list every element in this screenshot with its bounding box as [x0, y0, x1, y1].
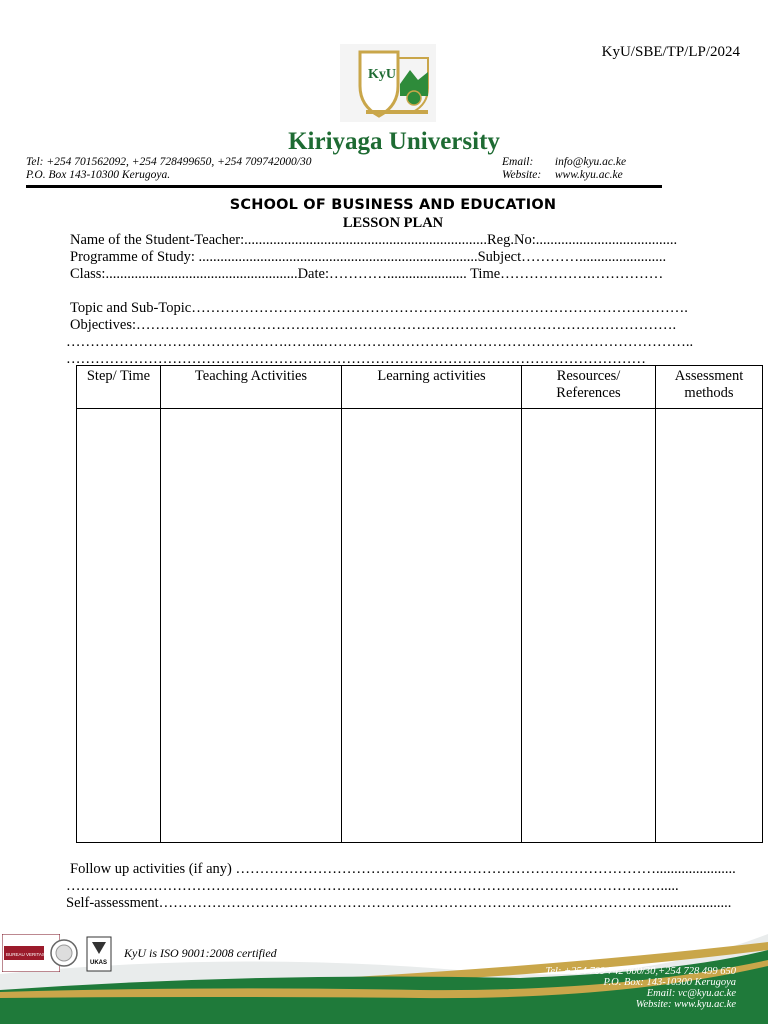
iso-certification-text: KyU is ISO 9001:2008 certified — [124, 946, 277, 960]
follow-up-line-2[interactable]: ……………………………………………………………………………………………………………..... — [66, 878, 679, 894]
cert-label: BUREAU VERITAS — [6, 952, 45, 957]
name-regno-field[interactable]: Name of the Student-Teacher:...................................................................Reg.No:....................................... — [70, 232, 678, 248]
email-label: Email: — [502, 156, 534, 168]
contact-phone: Tel: +254 701562092, +254 728499650, +254 709742000/30 — [26, 156, 312, 168]
objectives-field[interactable]: Objectives:…………………………………………………………………………………………………. — [70, 317, 677, 333]
table-header-row — [77, 366, 763, 409]
contact-left — [26, 156, 311, 182]
cell-resources[interactable] — [522, 409, 656, 843]
footer-address: P.O. Box: 143-10300 Kerugoya — [603, 977, 736, 988]
cell-teaching-activities[interactable] — [161, 409, 342, 843]
contact-address: P.O. Box 143-10300 Kerugoya. — [26, 169, 171, 181]
topic-field[interactable]: Topic and Sub-Topic…………………………………………………………………………………………. — [70, 300, 688, 316]
footer-email: Email: vc@kyu.ac.ke — [646, 988, 736, 999]
ukas-label: UKAS — [90, 960, 108, 966]
objectives-line-3[interactable]: ………………………………………………………………………………………………………… — [66, 351, 646, 367]
document-reference: KyU/SBE/TP/LP/2024 — [601, 44, 740, 60]
school-title: SCHOOL OF BUSINESS AND EDUCATION — [229, 197, 557, 213]
programme-subject-field[interactable]: Programme of Study: .............................................................................Subject…………........................ — [70, 249, 667, 265]
header-assessment-methods: Assessment methods — [656, 366, 763, 409]
table-row — [77, 409, 763, 843]
website-label: Website: — [502, 169, 542, 181]
class-date-time-field[interactable]: Class:.....................................................Date:…………...................... Time……………….…………… — [70, 266, 664, 282]
cell-step-time[interactable] — [77, 409, 161, 843]
header-divider — [26, 185, 662, 188]
ukas-badge — [86, 936, 112, 972]
website-value: www.kyu.ac.ke — [554, 169, 623, 181]
footer-phone: Tel: +254 709 742 000/30,+254 728 499 650 — [545, 966, 736, 977]
logo-monogram: KyU — [368, 67, 396, 82]
lesson-plan-table — [76, 365, 763, 843]
contact-right — [502, 156, 626, 182]
footer-contact — [545, 966, 736, 1010]
footer-website: Website: www.kyu.ac.ke — [635, 999, 736, 1010]
cell-assessment[interactable] — [656, 409, 763, 843]
objectives-line-2[interactable]: ……………………………………….……..………………………………………………………………….. — [66, 334, 694, 350]
university-name: Kiriyaga University — [288, 128, 500, 155]
email-value: info@kyu.ac.ke — [554, 156, 627, 168]
self-assessment-field[interactable]: Self-assessment…………………………………………………………………………………………...................... — [66, 895, 732, 911]
header-resources-references: Resources/ References — [522, 366, 656, 409]
certification-seal — [48, 934, 80, 972]
header-step-time: Step/ Time — [77, 366, 161, 409]
header-learning-activities: Learning activities — [342, 366, 522, 409]
document-title: LESSON PLAN — [342, 215, 444, 231]
cell-learning-activities[interactable] — [342, 409, 522, 843]
follow-up-field[interactable]: Follow up activities (if any) ……………………………………………………………………………...................... — [70, 861, 736, 877]
university-logo — [340, 44, 436, 122]
header-teaching-activities: Teaching Activities — [161, 366, 342, 409]
